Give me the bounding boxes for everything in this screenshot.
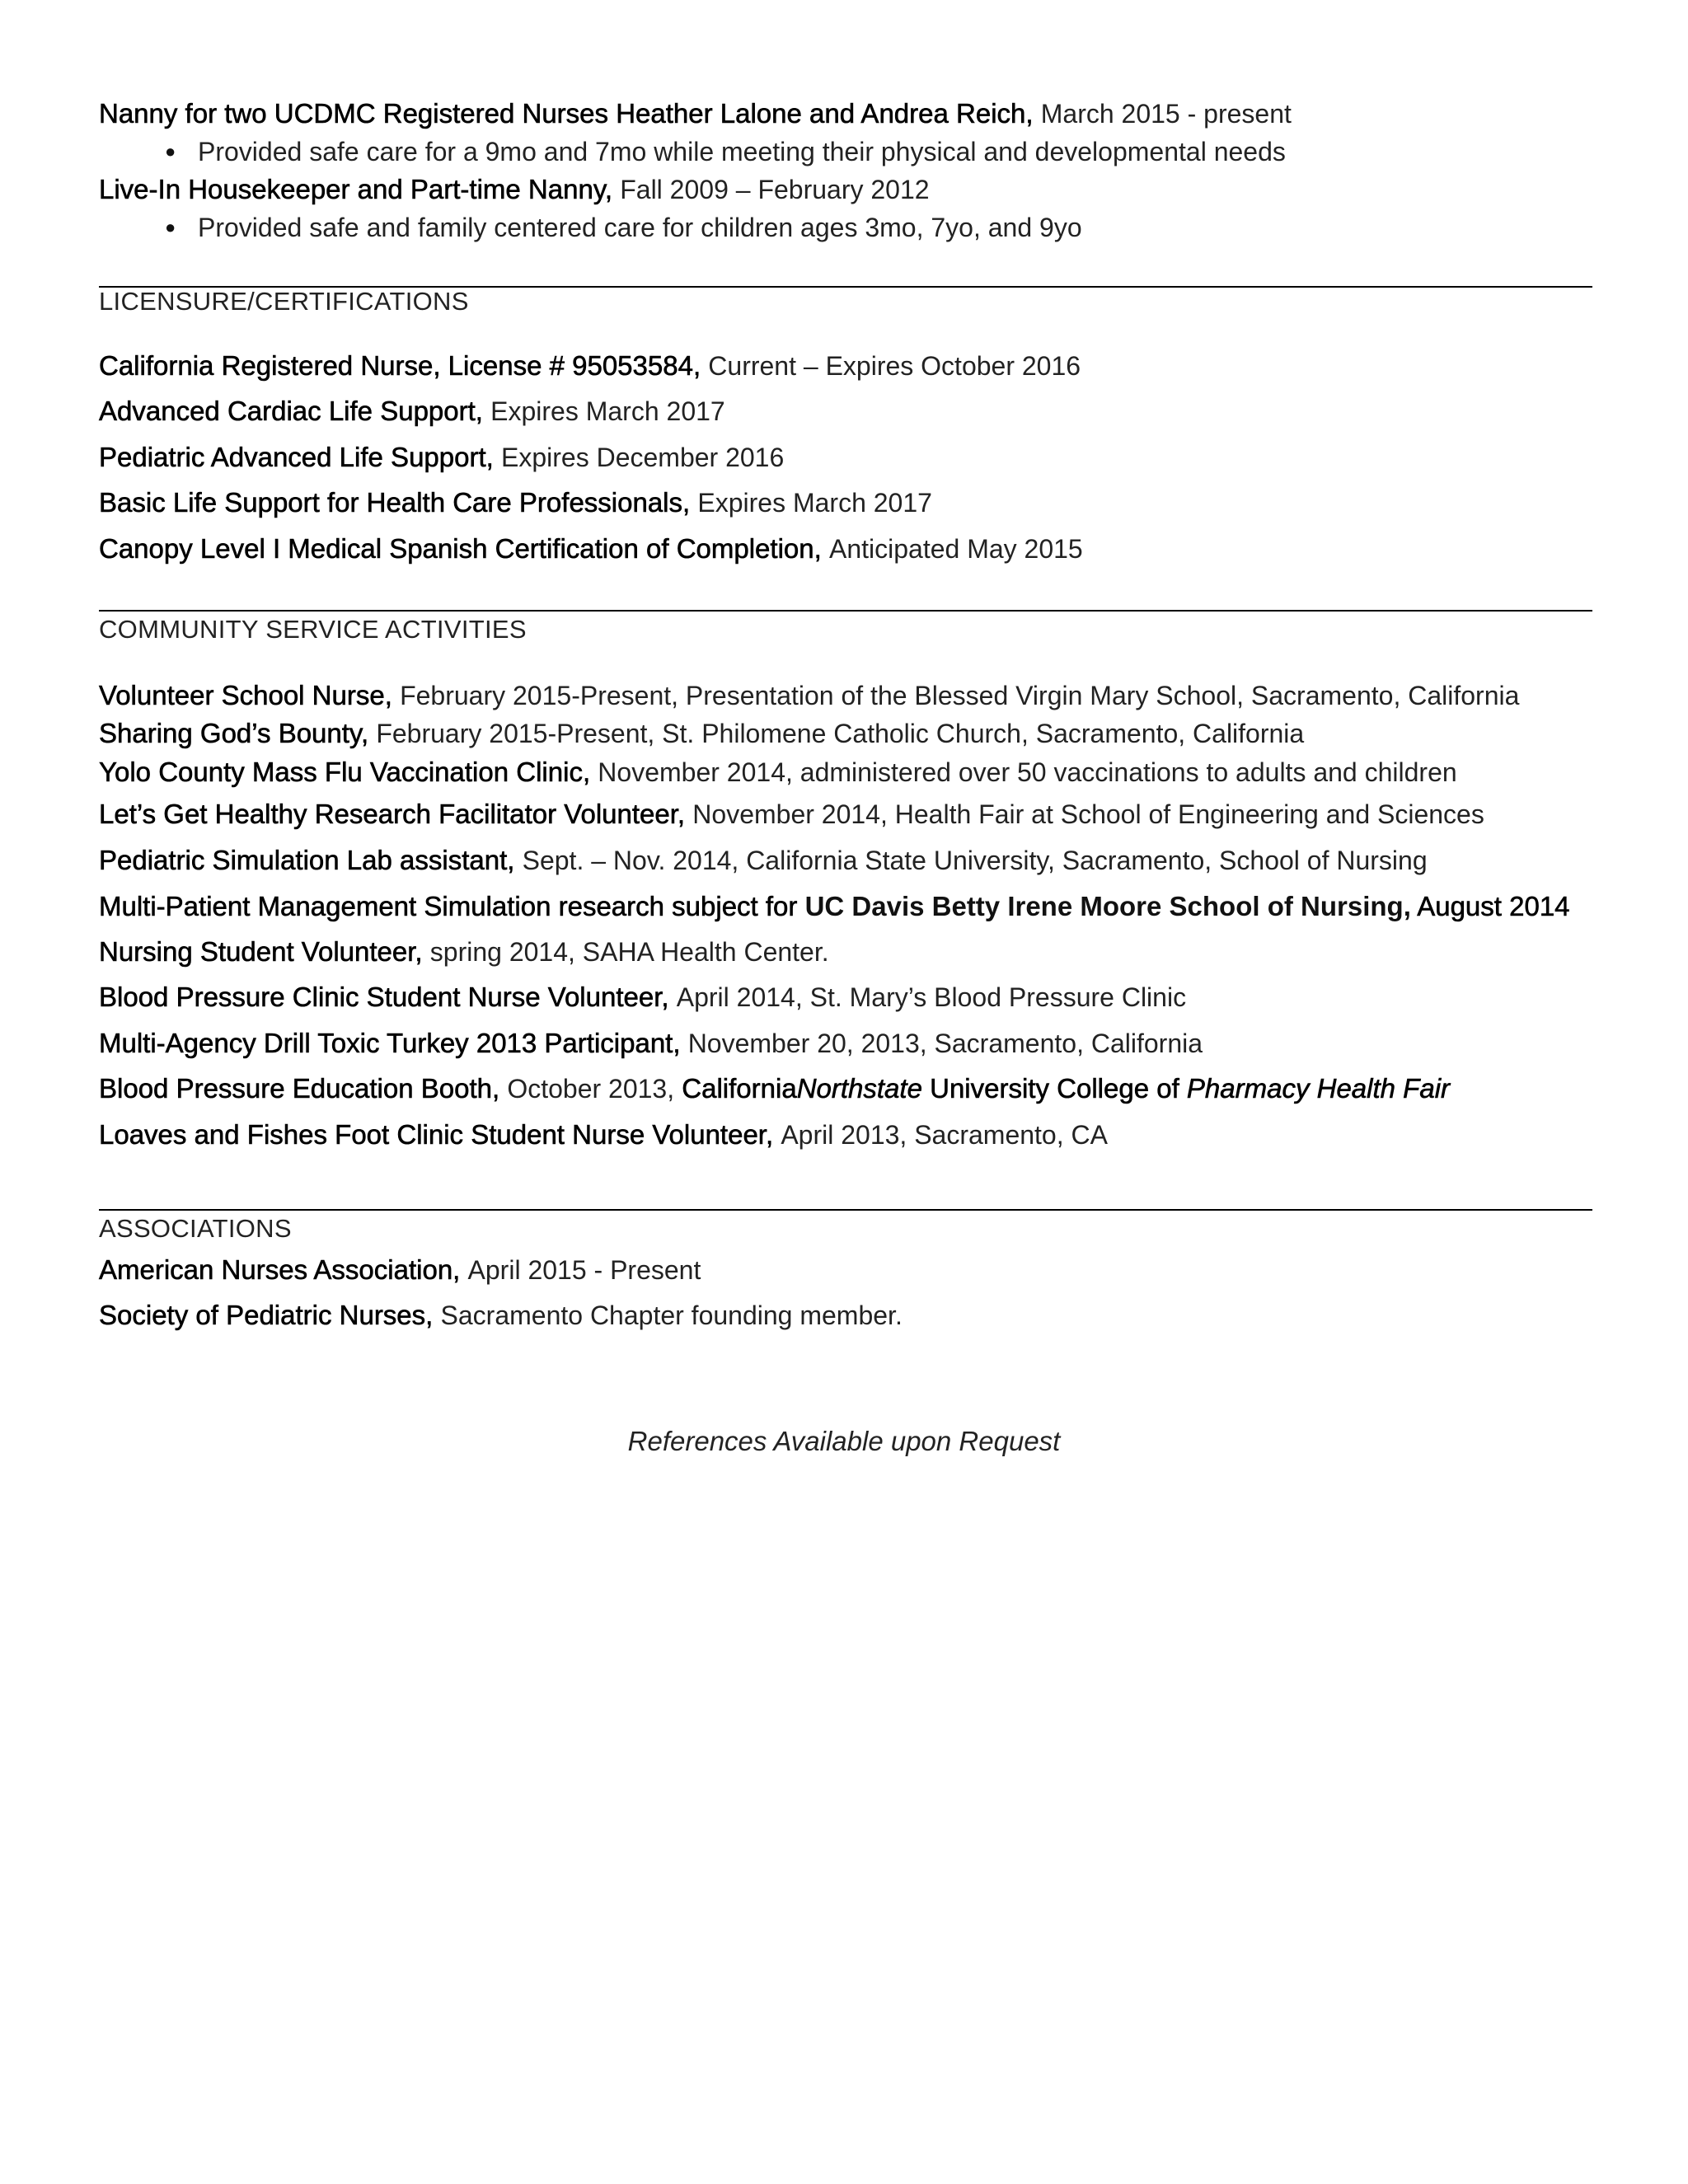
section-divider — [99, 1209, 1592, 1211]
experience-entry — [99, 97, 1292, 130]
item-detail: April 2014, St. Mary’s Blood Pressure Clinic — [676, 982, 1187, 1012]
entry-title: Live-In Housekeeper and Part-time Nanny, — [99, 174, 613, 204]
activity-item — [99, 1072, 1450, 1105]
item-detail: October 2013, — [507, 1074, 675, 1104]
item-detail: November 20, 2013, Sacramento, California — [687, 1029, 1203, 1058]
item-detail: Expires December 2016 — [500, 443, 785, 472]
item-title: Advanced Cardiac Life Support, — [99, 396, 483, 426]
item-detail: February 2015-Present, Presentation of the Blessed Virgin Mary School, Sacramento, California — [400, 681, 1520, 710]
entry-title: Nanny for two UCDMC Registered Nurses Heather Lalone and Andrea Reich, — [99, 98, 1034, 129]
activity-item — [99, 679, 1519, 712]
association-item — [99, 1254, 701, 1286]
item-detail: August 2014 — [1417, 891, 1570, 921]
activity-item — [99, 935, 829, 968]
entry-bullet: Provided safe care for a 9mo and 7mo while meeting their physical and developmental needs — [198, 137, 1286, 166]
item-title: Blood Pressure Education Booth, — [99, 1073, 500, 1104]
activity-item — [99, 890, 1570, 923]
item-title: Society of Pediatric Nurses, — [99, 1300, 434, 1330]
item-title: Let’s Get Healthy Research Facilitator Volunteer, — [99, 799, 686, 829]
entry-bullet: Provided safe and family centered care for children ages 3mo, 7yo, and 9yo — [198, 213, 1082, 242]
item-detail: Current – Expires October 2016 — [708, 351, 1081, 381]
bullet-icon: ● — [165, 141, 176, 162]
item-title: Multi-Agency Drill Toxic Turkey 2013 Participant, — [99, 1028, 681, 1058]
item-detail: Sept. – Nov. 2014, California State University, Sacramento, School of Nursing — [522, 846, 1428, 875]
activity-item — [99, 798, 1484, 831]
activity-item — [99, 1027, 1203, 1060]
item-detail: Expires March 2017 — [490, 396, 725, 426]
item-title: Nursing Student Volunteer, — [99, 936, 423, 967]
item-title: Canopy Level I Medical Spanish Certification of Completion, — [99, 533, 822, 564]
certification-item — [99, 349, 1081, 382]
section-heading-associations: ASSOCIATIONS — [99, 1214, 292, 1243]
activity-item — [99, 1118, 1108, 1151]
entry-detail: Fall 2009 – February 2012 — [620, 175, 930, 204]
certification-item — [99, 441, 784, 474]
activity-item — [99, 844, 1428, 877]
item-title: American Nurses Association, — [99, 1254, 461, 1285]
item-detail: Expires March 2017 — [697, 488, 932, 518]
certification-item — [99, 486, 932, 519]
item-detail: April 2015 - Present — [467, 1255, 701, 1285]
item-detail: February 2015-Present, St. Philomene Catholic Church, Sacramento, California — [376, 719, 1305, 748]
bullet-icon: ● — [165, 217, 176, 237]
item-title: Blood Pressure Clinic Student Nurse Volunteer, — [99, 982, 669, 1012]
item-title: California Registered Nurse, License # 95053584, — [99, 350, 701, 381]
item-detail: Sacramento Chapter founding member. — [440, 1301, 903, 1330]
item-title: Yolo County Mass Flu Vaccination Clinic, — [99, 757, 591, 787]
item-detail: April 2013, Sacramento, CA — [781, 1120, 1108, 1150]
section-heading-community: COMMUNITY SERVICE ACTIVITIES — [99, 615, 527, 644]
activity-item — [99, 981, 1186, 1014]
item-title: Basic Life Support for Health Care Professionals, — [99, 487, 691, 518]
association-item — [99, 1299, 903, 1332]
certification-item — [99, 395, 725, 428]
item-fair-name: University College of — [930, 1073, 1179, 1104]
certification-item — [99, 532, 1083, 565]
item-fair-name-italic: Northstate — [796, 1073, 922, 1104]
item-title: Pediatric Advanced Life Support, — [99, 442, 494, 472]
section-heading-licensure: LICENSURE/CERTIFICATIONS — [99, 287, 469, 316]
item-title: Pediatric Simulation Lab assistant, — [99, 845, 515, 875]
item-title: Loaves and Fishes Foot Clinic Student Nurse Volunteer, — [99, 1119, 774, 1150]
references-note: References Available upon Request — [627, 1426, 1061, 1456]
activity-item — [99, 756, 1457, 789]
item-detail: November 2014, Health Fair at School of Engineering and Sciences — [692, 799, 1484, 829]
item-detail: Anticipated May 2015 — [828, 534, 1083, 564]
item-fair-name: California — [682, 1073, 797, 1104]
item-detail: spring 2014, SAHA Health Center. — [429, 937, 829, 967]
section-divider — [99, 610, 1592, 612]
item-detail: November 2014, administered over 50 vaccinations to adults and children — [598, 757, 1457, 787]
entry-detail: March 2015 - present — [1040, 99, 1292, 129]
experience-entry — [99, 173, 930, 206]
item-title: Sharing God’s Bounty, — [99, 718, 369, 748]
activity-item — [99, 717, 1304, 750]
item-title: Multi-Patient Management Simulation research subject for — [99, 891, 798, 921]
item-fair-name-italic: Pharmacy Health Fair — [1186, 1073, 1451, 1104]
item-title: Volunteer School Nurse, — [99, 680, 392, 710]
item-institution: UC Davis Betty Irene Moore School of Nursing, — [804, 891, 1411, 921]
